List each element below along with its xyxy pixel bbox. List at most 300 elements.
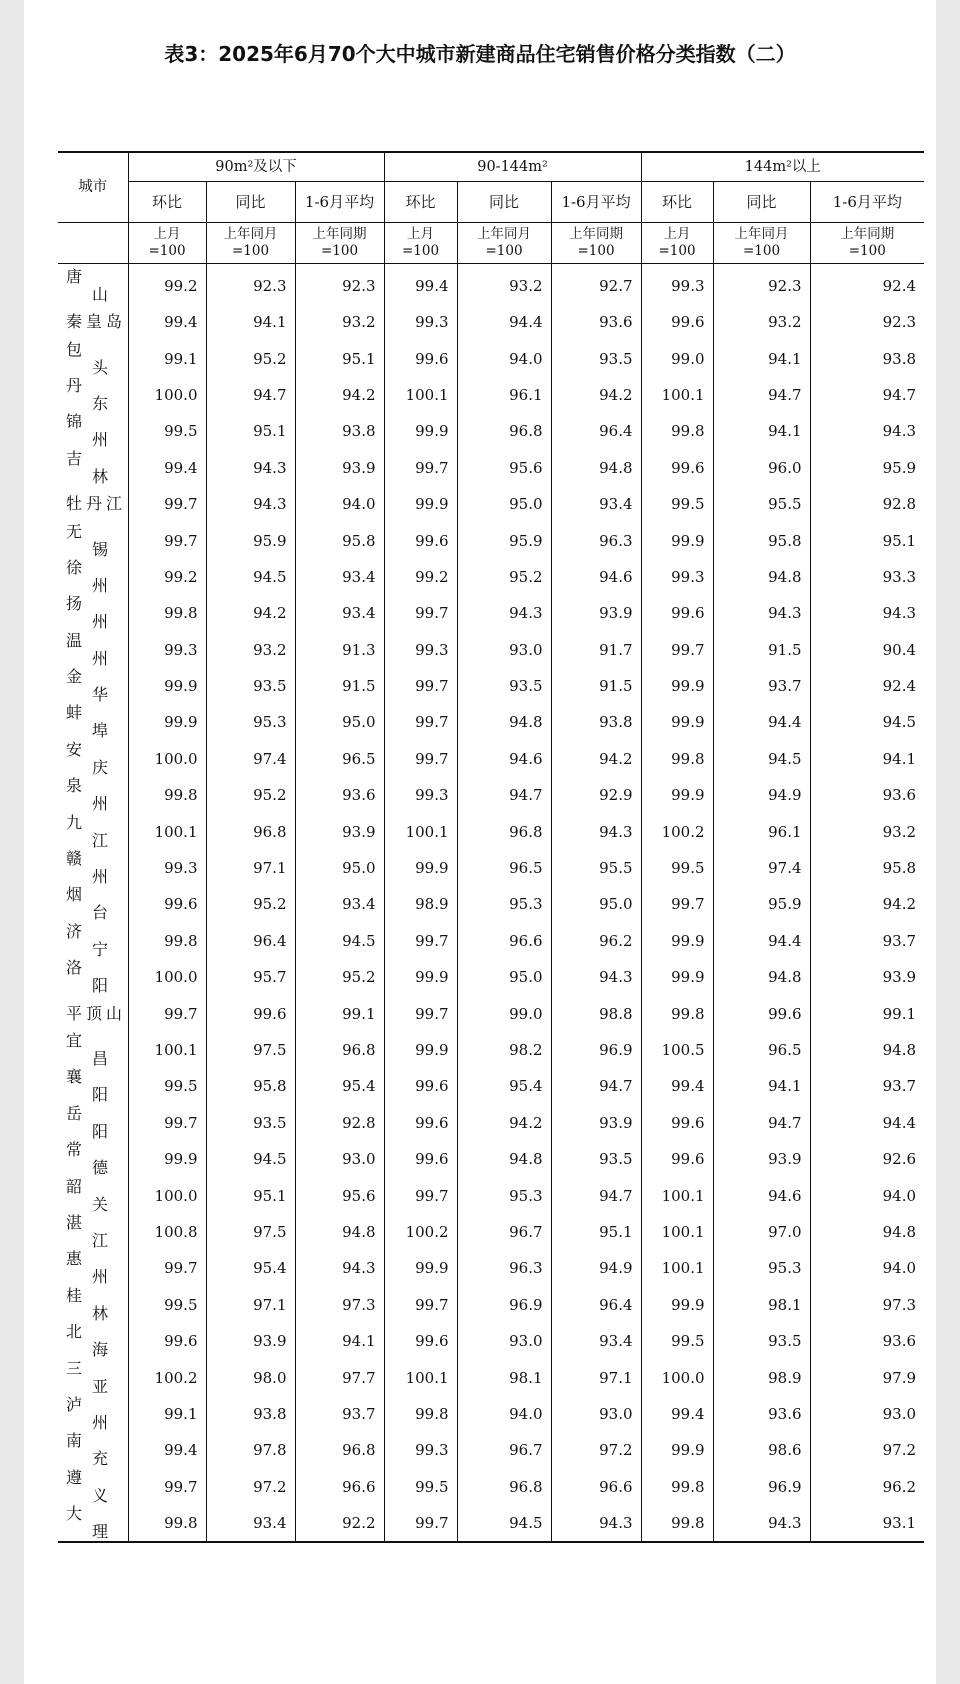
table-row	[58, 340, 924, 376]
index-value: 93.0	[457, 632, 551, 668]
table-row	[58, 522, 924, 558]
index-value: 96.9	[457, 1287, 551, 1323]
index-value: 99.5	[128, 1068, 206, 1104]
index-value: 98.1	[713, 1287, 810, 1323]
index-value: 99.8	[128, 1505, 206, 1542]
base-header: 上年同月 =100	[206, 223, 295, 264]
index-value: 93.0	[882, 1404, 917, 1423]
city-name: 扬 州	[58, 595, 128, 631]
index-value: 95.4	[457, 1068, 551, 1104]
index-value: 99.7	[384, 1177, 457, 1213]
index-value: 94.1	[882, 749, 917, 768]
index-value: 98.1	[457, 1359, 551, 1395]
index-value: 97.1	[206, 1287, 295, 1323]
index-value: 99.7	[384, 595, 457, 631]
index-value: 99.6	[384, 1105, 457, 1141]
index-value: 96.5	[295, 741, 384, 777]
index-value: 95.3	[713, 1250, 810, 1286]
index-value: 99.6	[128, 886, 206, 922]
index-value: 92.2	[295, 1505, 384, 1542]
index-value: 94.2	[206, 595, 295, 631]
index-value: 93.6	[882, 1332, 917, 1351]
index-value: 93.7	[713, 668, 810, 704]
index-value: 95.1	[295, 340, 384, 376]
index-value: 95.2	[295, 959, 384, 995]
sub-header-yoy: 同比	[457, 182, 551, 223]
index-value: 96.8	[457, 1469, 551, 1505]
city-name: 赣 州	[58, 850, 128, 886]
index-value: 93.5	[457, 668, 551, 704]
index-value: 96.8	[295, 1432, 384, 1468]
index-value: 99.7	[128, 486, 206, 522]
index-value: 99.4	[128, 304, 206, 340]
index-value: 93.2	[713, 304, 810, 340]
index-value: 99.9	[641, 923, 713, 959]
index-value: 96.3	[551, 522, 641, 558]
table-row	[58, 777, 924, 813]
index-value: 98.0	[206, 1359, 295, 1395]
index-value: 95.1	[551, 1214, 641, 1250]
index-value: 94.5	[295, 923, 384, 959]
index-value: 100.1	[641, 377, 713, 413]
index-value: 99.5	[384, 1469, 457, 1505]
index-value: 93.9	[882, 968, 917, 987]
city-name: 秦皇岛	[58, 304, 128, 340]
index-value: 97.8	[206, 1432, 295, 1468]
table-row	[58, 1177, 924, 1213]
index-value: 94.7	[713, 377, 810, 413]
table-row	[58, 377, 924, 413]
index-value: 95.9	[713, 886, 810, 922]
index-value: 99.9	[641, 1432, 713, 1468]
index-value: 99.8	[641, 1505, 713, 1542]
index-value: 96.5	[457, 850, 551, 886]
table-row	[58, 1250, 924, 1286]
index-value: 99.6	[128, 1323, 206, 1359]
index-value: 99.7	[128, 522, 206, 558]
index-value: 96.2	[882, 1477, 917, 1496]
sub-header-mom: 环比	[128, 182, 206, 223]
index-value: 96.1	[713, 813, 810, 849]
sub-header-yoy: 同比	[713, 182, 810, 223]
index-value: 93.9	[551, 595, 641, 631]
city-name: 岳 阳	[58, 1105, 128, 1141]
index-value: 94.2	[882, 895, 917, 914]
index-value: 100.1	[384, 813, 457, 849]
index-value: 92.8	[882, 495, 917, 514]
index-value: 99.7	[384, 741, 457, 777]
index-value: 97.9	[882, 1368, 917, 1387]
city-name: 温 州	[58, 632, 128, 668]
index-value: 92.7	[551, 264, 641, 305]
index-value: 94.3	[713, 1505, 810, 1542]
city-name: 锦 州	[58, 413, 128, 449]
index-value: 96.4	[551, 1287, 641, 1323]
index-value: 97.5	[206, 1032, 295, 1068]
index-value: 93.4	[295, 595, 384, 631]
index-value: 94.0	[882, 1259, 917, 1278]
index-value: 93.9	[295, 813, 384, 849]
index-value: 92.3	[206, 264, 295, 305]
base-header: 上年同期 =100	[295, 223, 384, 264]
index-value: 100.0	[128, 741, 206, 777]
index-value: 94.3	[551, 959, 641, 995]
index-value: 91.5	[295, 668, 384, 704]
index-value: 93.4	[295, 886, 384, 922]
group-header-large: 144m²以上	[641, 152, 924, 182]
index-value: 99.7	[641, 632, 713, 668]
index-value: 99.7	[384, 995, 457, 1031]
index-value: 95.3	[457, 1177, 551, 1213]
index-value: 93.2	[295, 304, 384, 340]
index-value: 95.8	[882, 859, 917, 878]
index-value: 94.4	[713, 704, 810, 740]
index-value: 90.4	[882, 640, 917, 659]
index-value: 99.9	[384, 486, 457, 522]
index-value: 94.3	[551, 813, 641, 849]
city-name: 蚌 埠	[58, 704, 128, 740]
index-value: 93.8	[206, 1396, 295, 1432]
index-value: 99.6	[206, 995, 295, 1031]
index-value: 92.3	[295, 264, 384, 305]
index-value: 100.1	[384, 377, 457, 413]
index-value: 99.9	[128, 1141, 206, 1177]
index-value: 99.3	[384, 1432, 457, 1468]
table-row	[58, 850, 924, 886]
index-value: 98.9	[384, 886, 457, 922]
index-value: 96.8	[206, 813, 295, 849]
table-title: 表3：2025年6月70个大中城市新建商品住宅销售价格分类指数（二）	[164, 42, 796, 66]
index-value: 94.3	[295, 1250, 384, 1286]
index-value: 99.6	[384, 1323, 457, 1359]
table-row	[58, 304, 924, 340]
index-value: 93.5	[551, 1141, 641, 1177]
index-value: 93.9	[713, 1141, 810, 1177]
index-value: 100.0	[128, 959, 206, 995]
index-value: 99.7	[128, 995, 206, 1031]
base-header: 上月 =100	[384, 223, 457, 264]
index-value: 97.3	[295, 1287, 384, 1323]
index-value: 99.6	[641, 304, 713, 340]
index-value: 95.8	[295, 522, 384, 558]
sub-header-mom: 环比	[384, 182, 457, 223]
city-name: 襄 阳	[58, 1068, 128, 1104]
index-value: 99.9	[641, 704, 713, 740]
index-value: 99.7	[128, 1469, 206, 1505]
index-value: 99.2	[384, 559, 457, 595]
base-header: 上年同月 =100	[713, 223, 810, 264]
index-value: 99.4	[641, 1396, 713, 1432]
index-value: 100.1	[128, 1032, 206, 1068]
price-index-table	[58, 151, 924, 1543]
table-row	[58, 413, 924, 449]
table-row	[58, 559, 924, 595]
index-value: 94.1	[206, 304, 295, 340]
index-value: 93.5	[713, 1323, 810, 1359]
index-value: 96.7	[457, 1432, 551, 1468]
index-value: 100.0	[128, 1177, 206, 1213]
index-value: 93.0	[295, 1141, 384, 1177]
index-value: 94.7	[882, 385, 917, 404]
city-name: 平顶山	[58, 995, 128, 1031]
index-value: 93.5	[551, 340, 641, 376]
index-value: 95.9	[457, 522, 551, 558]
index-value: 99.8	[128, 777, 206, 813]
index-value: 99.1	[882, 1004, 917, 1023]
index-value: 95.2	[206, 340, 295, 376]
index-value: 94.3	[882, 422, 917, 441]
index-value: 95.0	[551, 886, 641, 922]
table-row	[58, 1359, 924, 1395]
index-value: 93.1	[882, 1513, 917, 1532]
city-name: 北 海	[58, 1323, 128, 1359]
index-value: 99.6	[641, 1105, 713, 1141]
city-name: 九 江	[58, 813, 128, 849]
city-name: 安 庆	[58, 741, 128, 777]
index-value: 100.8	[128, 1214, 206, 1250]
index-value: 99.6	[713, 995, 810, 1031]
index-value: 95.0	[295, 704, 384, 740]
index-value: 92.3	[882, 313, 917, 332]
city-name: 丹 东	[58, 377, 128, 413]
table-row	[58, 1396, 924, 1432]
index-value: 99.2	[128, 264, 206, 305]
index-value: 97.1	[206, 850, 295, 886]
index-value: 91.5	[713, 632, 810, 668]
index-value: 99.5	[641, 1323, 713, 1359]
index-value: 99.9	[641, 959, 713, 995]
city-name: 韶 关	[58, 1177, 128, 1213]
index-value: 99.6	[641, 595, 713, 631]
index-value: 94.9	[713, 777, 810, 813]
index-value: 93.4	[206, 1505, 295, 1542]
index-value: 99.6	[384, 1141, 457, 1177]
index-value: 97.5	[206, 1214, 295, 1250]
index-value: 99.5	[641, 486, 713, 522]
index-value: 93.4	[551, 486, 641, 522]
table-row	[58, 668, 924, 704]
index-value: 99.3	[384, 632, 457, 668]
index-value: 91.3	[295, 632, 384, 668]
index-value: 99.1	[295, 995, 384, 1031]
index-value: 93.8	[295, 413, 384, 449]
index-value: 91.5	[551, 668, 641, 704]
index-value: 97.4	[713, 850, 810, 886]
city-name: 惠 州	[58, 1250, 128, 1286]
index-value: 99.7	[384, 704, 457, 740]
index-value: 99.5	[128, 1287, 206, 1323]
index-value: 94.8	[713, 959, 810, 995]
sub-header-mom: 环比	[641, 182, 713, 223]
city-name: 湛 江	[58, 1214, 128, 1250]
city-name: 常 德	[58, 1141, 128, 1177]
table-row	[58, 595, 924, 631]
index-value: 95.3	[457, 886, 551, 922]
index-value: 97.0	[713, 1214, 810, 1250]
table-row	[58, 1032, 924, 1068]
index-value: 93.9	[206, 1323, 295, 1359]
index-value: 94.5	[457, 1505, 551, 1542]
index-value: 93.7	[295, 1396, 384, 1432]
index-value: 94.3	[713, 595, 810, 631]
index-value: 99.7	[384, 450, 457, 486]
index-value: 93.0	[551, 1396, 641, 1432]
index-value: 99.9	[641, 777, 713, 813]
index-value: 94.0	[882, 1186, 917, 1205]
city-name: 吉 林	[58, 450, 128, 486]
index-value: 96.0	[713, 450, 810, 486]
index-value: 94.6	[713, 1177, 810, 1213]
index-value: 99.3	[128, 632, 206, 668]
index-value: 93.3	[882, 567, 917, 586]
index-value: 94.7	[206, 377, 295, 413]
index-value: 96.7	[457, 1214, 551, 1250]
sub-header-avg: 1-6月平均	[810, 182, 924, 223]
city-name: 南 充	[58, 1432, 128, 1468]
index-value: 99.0	[457, 995, 551, 1031]
index-value: 100.2	[384, 1214, 457, 1250]
index-value: 95.8	[206, 1068, 295, 1104]
index-value: 96.9	[551, 1032, 641, 1068]
index-value: 100.1	[641, 1250, 713, 1286]
table-row	[58, 486, 924, 522]
index-value: 94.5	[882, 713, 917, 732]
city-name: 泸 州	[58, 1396, 128, 1432]
index-value: 99.3	[384, 777, 457, 813]
index-value: 97.2	[551, 1432, 641, 1468]
index-value: 95.0	[295, 850, 384, 886]
index-value: 96.8	[457, 813, 551, 849]
index-value: 99.8	[641, 995, 713, 1031]
table-row	[58, 886, 924, 922]
index-value: 100.5	[641, 1032, 713, 1068]
index-value: 94.0	[457, 340, 551, 376]
index-value: 93.9	[551, 1105, 641, 1141]
table-body	[58, 264, 924, 1542]
table-row	[58, 1214, 924, 1250]
index-value: 96.9	[713, 1469, 810, 1505]
index-value: 99.1	[128, 340, 206, 376]
index-value: 99.3	[128, 850, 206, 886]
index-value: 94.2	[551, 377, 641, 413]
index-value: 95.0	[457, 486, 551, 522]
index-value: 99.7	[641, 886, 713, 922]
city-name: 牡丹江	[58, 486, 128, 522]
index-value: 96.8	[457, 413, 551, 449]
index-value: 99.6	[384, 340, 457, 376]
index-value: 97.2	[882, 1441, 917, 1460]
index-value: 99.9	[384, 413, 457, 449]
index-value: 94.3	[206, 486, 295, 522]
table-row	[58, 1105, 924, 1141]
index-value: 94.2	[295, 377, 384, 413]
table-row	[58, 632, 924, 668]
table-row	[58, 923, 924, 959]
index-value: 99.4	[384, 264, 457, 305]
index-value: 99.5	[128, 413, 206, 449]
city-name: 唐 山	[58, 264, 128, 305]
index-value: 94.2	[457, 1105, 551, 1141]
index-value: 99.9	[128, 704, 206, 740]
index-value: 99.7	[384, 668, 457, 704]
table-row	[58, 704, 924, 740]
index-value: 94.1	[713, 1068, 810, 1104]
index-value: 95.5	[551, 850, 641, 886]
index-value: 99.4	[128, 1432, 206, 1468]
index-value: 95.3	[206, 704, 295, 740]
city-name: 大 理	[58, 1505, 128, 1542]
index-value: 95.1	[206, 1177, 295, 1213]
city-column-header: 城市	[58, 152, 128, 223]
index-value: 94.4	[457, 304, 551, 340]
index-value: 99.9	[641, 522, 713, 558]
index-value: 93.2	[457, 264, 551, 305]
index-value: 94.8	[457, 704, 551, 740]
index-value: 94.0	[295, 486, 384, 522]
index-value: 99.9	[384, 959, 457, 995]
table-row	[58, 1505, 924, 1542]
header-spacer	[58, 223, 128, 264]
index-value: 100.1	[128, 813, 206, 849]
index-value: 99.7	[384, 1287, 457, 1323]
index-value: 99.9	[384, 1250, 457, 1286]
index-value: 99.3	[641, 559, 713, 595]
table-row	[58, 1432, 924, 1468]
index-value: 93.6	[551, 304, 641, 340]
index-value: 99.8	[641, 1469, 713, 1505]
index-value: 96.4	[551, 413, 641, 449]
index-value: 94.7	[713, 1105, 810, 1141]
base-header: 上月 =100	[128, 223, 206, 264]
document-page	[24, 0, 936, 1684]
city-name: 烟 台	[58, 886, 128, 922]
index-value: 94.6	[457, 741, 551, 777]
index-value: 94.0	[457, 1396, 551, 1432]
index-value: 97.4	[206, 741, 295, 777]
index-value: 99.7	[128, 1250, 206, 1286]
index-value: 96.2	[551, 923, 641, 959]
index-value: 94.7	[457, 777, 551, 813]
base-header: 上月 =100	[641, 223, 713, 264]
index-value: 93.4	[551, 1323, 641, 1359]
index-value: 99.5	[641, 850, 713, 886]
index-value: 94.5	[206, 559, 295, 595]
index-value: 93.6	[713, 1396, 810, 1432]
index-value: 94.8	[882, 1222, 917, 1241]
city-name: 徐 州	[58, 559, 128, 595]
index-value: 95.9	[882, 458, 917, 477]
index-value: 94.8	[457, 1141, 551, 1177]
index-value: 94.1	[295, 1323, 384, 1359]
index-value: 99.6	[384, 1068, 457, 1104]
city-name: 三 亚	[58, 1359, 128, 1395]
base-header: 上年同期 =100	[810, 223, 924, 264]
table-row	[58, 1068, 924, 1104]
index-value: 91.7	[551, 632, 641, 668]
index-value: 93.2	[882, 822, 917, 841]
table-row	[58, 1287, 924, 1323]
index-value: 99.3	[384, 304, 457, 340]
index-value: 93.2	[206, 632, 295, 668]
city-name: 洛 阳	[58, 959, 128, 995]
city-name: 遵 义	[58, 1469, 128, 1505]
city-name: 桂 林	[58, 1287, 128, 1323]
index-value: 98.9	[713, 1359, 810, 1395]
index-value: 96.6	[457, 923, 551, 959]
index-value: 96.8	[295, 1032, 384, 1068]
table-row	[58, 1141, 924, 1177]
table-row	[58, 813, 924, 849]
